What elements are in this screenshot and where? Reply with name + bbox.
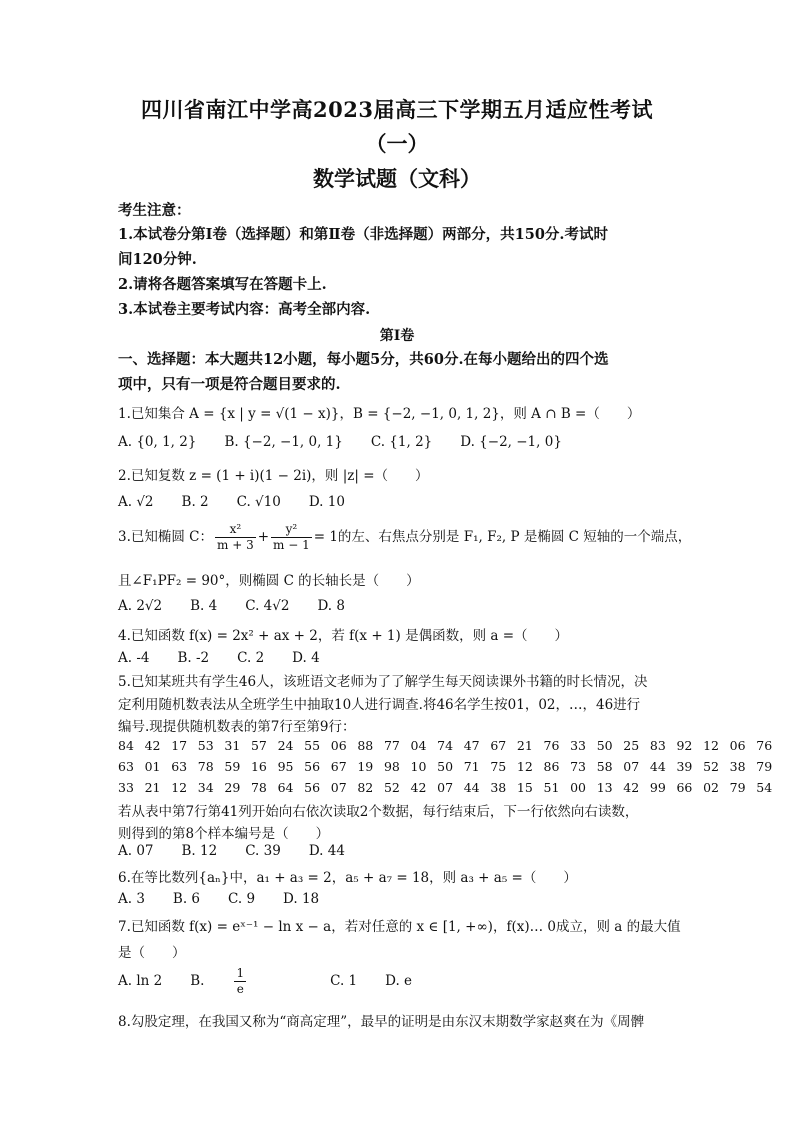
table-cell: 53 [197,738,214,753]
option-a: A. 07 [118,843,154,859]
table-cell: 63 [118,759,134,774]
table-cell: 24 [277,738,294,753]
option-c: C. {1, 2} [370,434,433,450]
question-3-cont: 且∠F₁PF₂ = 90°，则椭圆 C 的长轴长是（ ） [118,573,420,589]
table-cell: 56 [304,780,321,795]
table-cell: 02 [703,780,719,795]
table-cell: 21 [144,780,161,795]
table-cell: 84 [118,738,134,753]
notice-item-2: 2.请将各题答案填写在答题卡上. [118,276,327,293]
table-cell: 38 [729,759,746,774]
option-a: A. {0, 1, 2} [118,434,197,450]
question-2-options [118,494,373,510]
question-5-cont: 编号.现提供随机数表的第7行至第9行： [118,719,356,735]
table-cell: 57 [250,738,267,753]
table-cell: 07 [330,780,347,795]
table-cell: 59 [224,759,241,774]
table-cell: 54 [756,780,773,795]
table-cell: 98 [383,759,400,774]
table-cell: 74 [437,738,454,753]
numerator: y² [271,522,312,538]
question-6: 6.在等比数列{aₙ}中，a₁ + a₃ = 2，a₅ + a₇ = 18，则 a₃ + a₅ =（ ） [118,870,577,886]
table-cell: 10 [410,759,427,774]
question-7-options [118,966,440,997]
section-label: 第Ⅰ卷 [379,328,415,344]
random-table-row-7 [118,738,783,753]
table-cell: 50 [596,738,613,753]
numerator: 1 [236,966,245,980]
table-cell: 73 [570,759,586,774]
notice-item-1-cont: 间120分钟. [118,251,197,268]
table-cell: 42 [623,780,640,795]
table-cell: 50 [437,759,454,774]
table-cell: 44 [649,759,666,774]
question-4: 4.已知函数 f(x) = 2x² + ax + 2，若 f(x + 1) 是偶函数，则 a =（ ） [118,628,569,644]
option-d: D. e [385,973,413,989]
subject-title: 数学试题（文科） [313,166,481,191]
question-5-options [118,843,373,859]
fraction [271,522,312,553]
table-cell: 64 [277,780,294,795]
table-cell: 15 [516,780,533,795]
denominator: m + 3 [217,538,254,552]
table-cell: 78 [197,759,214,774]
table-cell: 21 [516,738,533,753]
option-c: C. 1 [330,973,358,989]
table-cell: 75 [490,759,507,774]
table-cell: 52 [703,759,719,774]
table-cell: 13 [596,780,613,795]
option-b-label: B. [190,973,205,989]
option-d: D. 4 [292,650,320,666]
table-cell: 33 [118,780,134,795]
option-a: A. -4 [118,650,150,666]
option-d: D. 8 [317,598,345,614]
question-2: 2.已知复数 z = (1 + i)(1 − 2i)，则 |z| =（ ） [118,468,429,484]
table-cell: 29 [224,780,241,795]
table-cell: 06 [330,738,347,753]
question-5: 5.已知某班共有学生46人，该班语文老师为了了解学生每天阅读课外书籍的时长情况，决 [118,674,648,690]
option-d: D. 10 [308,494,345,510]
table-cell: 44 [463,780,480,795]
option-b [190,966,302,997]
option-c: C. 2 [237,650,265,666]
table-cell: 82 [357,780,374,795]
option-b: B. 6 [172,891,201,907]
option-d: D. 18 [283,891,320,907]
table-cell: 17 [171,738,188,753]
option-a: A. 3 [118,891,145,907]
random-table-row-9 [118,780,783,795]
question-8: 8.勾股定理，在我国又称为“商高定理”，最早的证明是由东汉末期数学家赵爽在为《周髀 [118,1014,645,1030]
table-cell: 63 [171,759,188,774]
numerator: x² [215,522,256,538]
question-5-cont: 若从表中第7行第41列开始向右依次读取2个数据，每行结束后，下一行依然向右读数， [118,804,639,820]
question-3: 3.已知椭圆 C： $\frac{\text{x²}}{m + 3}$ + $\frac{\text{y²}}{m - 1}$ = 1的左、右焦点分别是 F₁, F₂, P 是椭圆 C 短轴的一个端点， [118,522,692,552]
table-cell: 31 [224,738,241,753]
question-1-options [118,434,590,450]
table-cell: 01 [144,759,161,774]
option-c: C. 4√2 [245,598,290,614]
table-cell: 07 [623,759,640,774]
table-cell: 04 [410,738,427,753]
table-cell: 66 [676,780,693,795]
question-1: 1.已知集合 A = {x | y = √(1 − x)}，B = {−2, −1, 0, 1, 2}，则 A ∩ B =（ ） [118,406,641,422]
question-6-options [118,891,347,907]
table-cell: 12 [171,780,188,795]
table-cell: 39 [676,759,693,774]
table-cell: 83 [649,738,666,753]
table-cell: 67 [490,738,507,753]
table-cell: 76 [756,738,773,753]
table-cell: 00 [570,780,586,795]
table-cell: 34 [197,780,214,795]
fraction [215,522,256,553]
notice-heading: 考生注意： [118,202,191,219]
table-cell: 16 [250,759,267,774]
option-a: A. ln 2 [118,973,163,989]
table-cell: 12 [516,759,533,774]
notice-item-1: 1.本试卷分第Ⅰ卷（选择题）和第Ⅱ卷（非选择题）两部分，共150分.考试时 [118,226,608,243]
table-cell: 71 [463,759,480,774]
exam-title-part: （一） [365,131,429,156]
table-cell: 33 [570,738,586,753]
question-7-cont: 是（ ） [118,945,186,961]
option-b: B. 12 [181,843,218,859]
question-5-cont: 定利用随机数表法从全班学生中抽取10人进行调查.将46名学生按01，02，…，46进行 [118,697,641,713]
table-cell: 58 [596,759,613,774]
table-cell: 19 [357,759,374,774]
table-cell: 86 [543,759,560,774]
option-a: A. 2√2 [118,598,163,614]
question-3-post: = 1的左、右焦点分别是 F₁, F₂, P 是椭圆 C 短轴的一个端点， [313,529,692,545]
denominator: e [236,982,244,996]
question-7: 7.已知函数 f(x) = eˣ⁻¹ − ln x − a，若对任意的 x ∈ [1, +∞)，f(x)… 0成立，则 a 的最大值 [118,919,681,935]
question-5-cont: 则得到的第8个样本编号是（ ） [118,826,330,842]
option-c: C. √10 [236,494,281,510]
option-b: B. 2 [181,494,209,510]
table-cell: 92 [676,738,693,753]
table-cell: 42 [144,738,161,753]
option-d: D. {−2, −1, 0} [460,434,562,450]
question-3-options [118,598,373,614]
table-cell: 52 [383,780,400,795]
table-cell: 88 [357,738,374,753]
section-instructions-cont: 项中，只有一项是符合题目要求的. [118,376,341,393]
option-c: C. 9 [228,891,256,907]
table-cell: 42 [410,780,427,795]
exam-title: 四川省南江中学高2023届高三下学期五月适应性考试 [141,97,653,122]
option-b: B. {−2, −1, 0, 1} [224,434,343,450]
option-b: B. -2 [177,650,210,666]
fraction [234,966,274,997]
table-cell: 77 [383,738,400,753]
table-cell: 25 [623,738,640,753]
table-cell: 79 [756,759,773,774]
random-table-row-8 [118,759,783,774]
option-d: D. 44 [308,843,345,859]
table-cell: 56 [304,759,321,774]
table-cell: 06 [729,738,746,753]
table-cell: 51 [543,780,560,795]
question-4-options [118,650,348,666]
table-cell: 99 [649,780,666,795]
table-cell: 67 [330,759,347,774]
table-cell: 78 [250,780,267,795]
notice-item-3: 3.本试卷主要考试内容：高考全部内容. [118,301,371,318]
table-cell: 79 [729,780,746,795]
option-c: C. 39 [245,843,281,859]
table-cell: 76 [543,738,560,753]
denominator: m − 1 [273,538,310,552]
section-instructions: 一、选择题：本大题共12小题，每小题5分，共60分.在每小题给出的四个选 [118,351,609,368]
table-cell: 12 [703,738,719,753]
table-cell: 95 [277,759,294,774]
question-3-pre: 3.已知椭圆 C： [118,529,214,545]
table-cell: 47 [463,738,480,753]
table-cell: 38 [490,780,507,795]
option-a: A. √2 [118,494,154,510]
table-cell: 07 [437,780,454,795]
option-b: B. 4 [190,598,218,614]
table-cell: 55 [304,738,321,753]
